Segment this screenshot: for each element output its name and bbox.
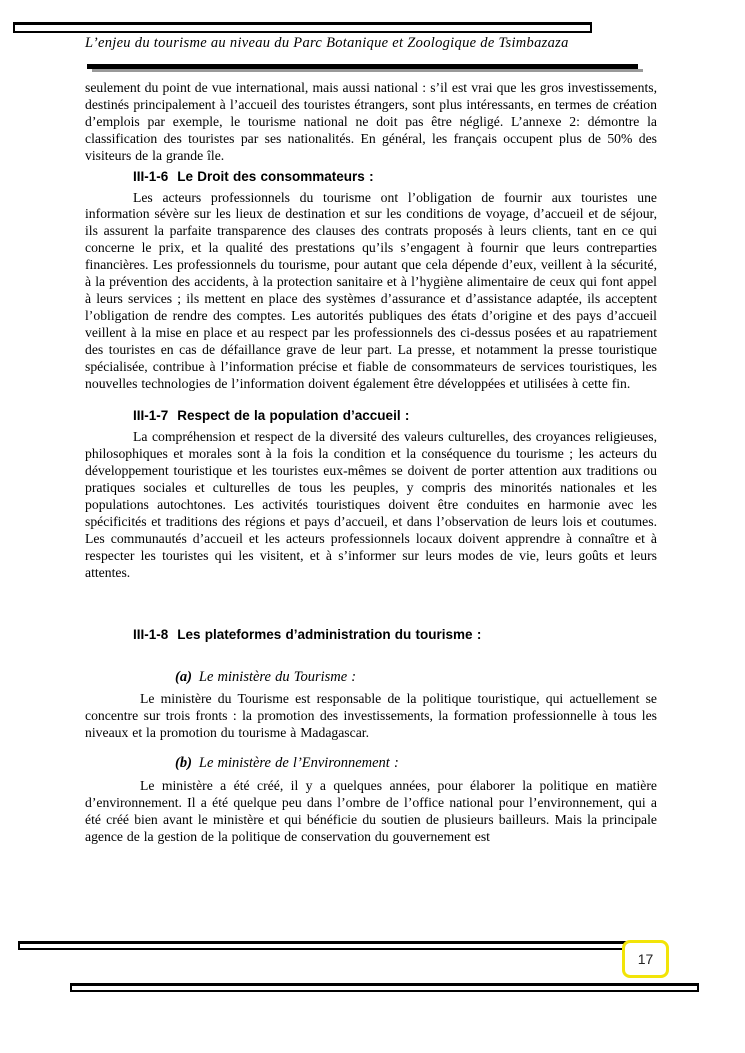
paragraph-ministere-tourisme: Le ministère du Tourisme est responsable de la politique touristique, qui actuellement se concentre sur trois fronts : la promotion des investissements, la formation professionnelle à tous les niveaux et la promotion du tourisme à Madagascar. xyxy=(85,691,657,741)
section-title: Le Droit des consommateurs : xyxy=(177,168,374,184)
section-number: III-1-7 xyxy=(133,408,169,424)
section-number: III-1-6 xyxy=(133,168,169,184)
section-title: Les plateformes d’administration du tourisme : xyxy=(177,626,482,642)
paragraph-intro-continuation: seulement du point de vue international, mais aussi national : s’il est vrai que les gros investissements, destinés principalement à l’accueil des touristes étrangers, sont plus intéressants, en termes de création d’emplois par exemple, le tourisme national ne doit pas être négligé. L’annexe 2: démontre la classification des touristes par ses nationalités. En général, les français occupent plus de 50% des visiteurs de la grande île. xyxy=(85,80,657,163)
page-number: 17 xyxy=(637,951,654,967)
paragraph-ministere-environnement: Le ministère a été créé, il y a quelques années, pour élaborer la politique en matière d’environnement. Il a été quelque peu dans l’ombre de l’office national pour l’environnement, qui a été créé bien avant le ministère et qui bénéficie du soutien de plusieurs bailleurs. Mais la principale agence de la gestion de la politique de conservation du gouvernement est xyxy=(85,778,657,844)
section-number: III-1-8 xyxy=(133,626,169,642)
subsection-marker: (b) xyxy=(175,755,192,772)
subsection-title: Le ministère du Tourisme : xyxy=(198,668,357,685)
running-header-title: L’enjeu du tourisme au niveau du Parc Botanique et Zoologique de Tsimbazaza xyxy=(85,35,569,51)
paragraph-consumer-rights: Les acteurs professionnels du tourisme ont l’obligation de fournir aux touristes une information sévère sur les lieux de destination et sur les conditions de voyage, d’accueil et de séjour, ils assurent la parfaite transparence des clauses des contrats proposés à leurs clients, tant en ce qui concerne le prix, et la qualité des prestations qu’ils s’engagent à fournir que leurs contreparties financières. Les professionnels du tourisme, pour autant que cela dépende d’eux, veillent à la sécurité, à la prévention des accidents, à la protection sanitaire et à l’hygiène alimentaire de ceux qui font appel à leurs services ; ils mettent en place des systèmes d’assurance et d’assistance adaptée, ils acceptent l’obligation de rendre des comptes. Les autorités publiques des états d’origine et des pays d’accueil veillent à la mise en place et au respect par les professionnels des ci-dessus posées et au rapatriement des touristes en cas de défaillance grave de leur part. La presse, et notamment la presse touristique spécialisée, contribue à l’information précise et fiable de consommateurs de services touristiques, les nouvelles technologies de l’information doivent également être développées et utilisées à cette fin. xyxy=(85,189,657,391)
document-body xyxy=(85,80,657,846)
subsection-title: Le ministère de l’Environnement : xyxy=(198,755,399,772)
subsection-marker: (a) xyxy=(175,668,192,685)
subsection-heading-a xyxy=(175,669,657,686)
subsection-heading-b xyxy=(175,755,657,772)
section-heading-III-1-6 xyxy=(133,168,657,185)
section-heading-III-1-8 xyxy=(133,626,657,643)
paragraph-respect-population: La compréhension et respect de la diversité des valeurs culturelles, des croyances religieuses, philosophiques et morales sont à la fois la condition et la conséquence du tourisme ; les acteurs du développement touristique et les touristes eux-mêmes se doivent de porter attention aux traditions ou pratiques sociales et culturelles de tous les peuples, y compris des minorités nationales et les populations autochtones. Les activités touristiques doivent être conduites en harmonie avec les spécificités et traditions des régions et pays d’accueil, et dans l’observation de leurs lois et coutumes. Les communautés d’accueil et les acteurs professionnels locaux doivent apprendre à connaître et à respecter les touristes qui les visitent, et à s’informer sur leurs modes de vie, leurs goûts et leurs attentes. xyxy=(85,429,657,580)
footer-rule-top xyxy=(18,941,630,950)
section-title: Respect de la population d’accueil : xyxy=(177,408,410,424)
page-number-badge xyxy=(622,940,669,978)
top-border-bar xyxy=(13,22,592,33)
section-heading-III-1-7 xyxy=(133,407,657,424)
header-rule-shadow xyxy=(92,69,643,72)
footer-rule-bottom xyxy=(70,983,699,992)
